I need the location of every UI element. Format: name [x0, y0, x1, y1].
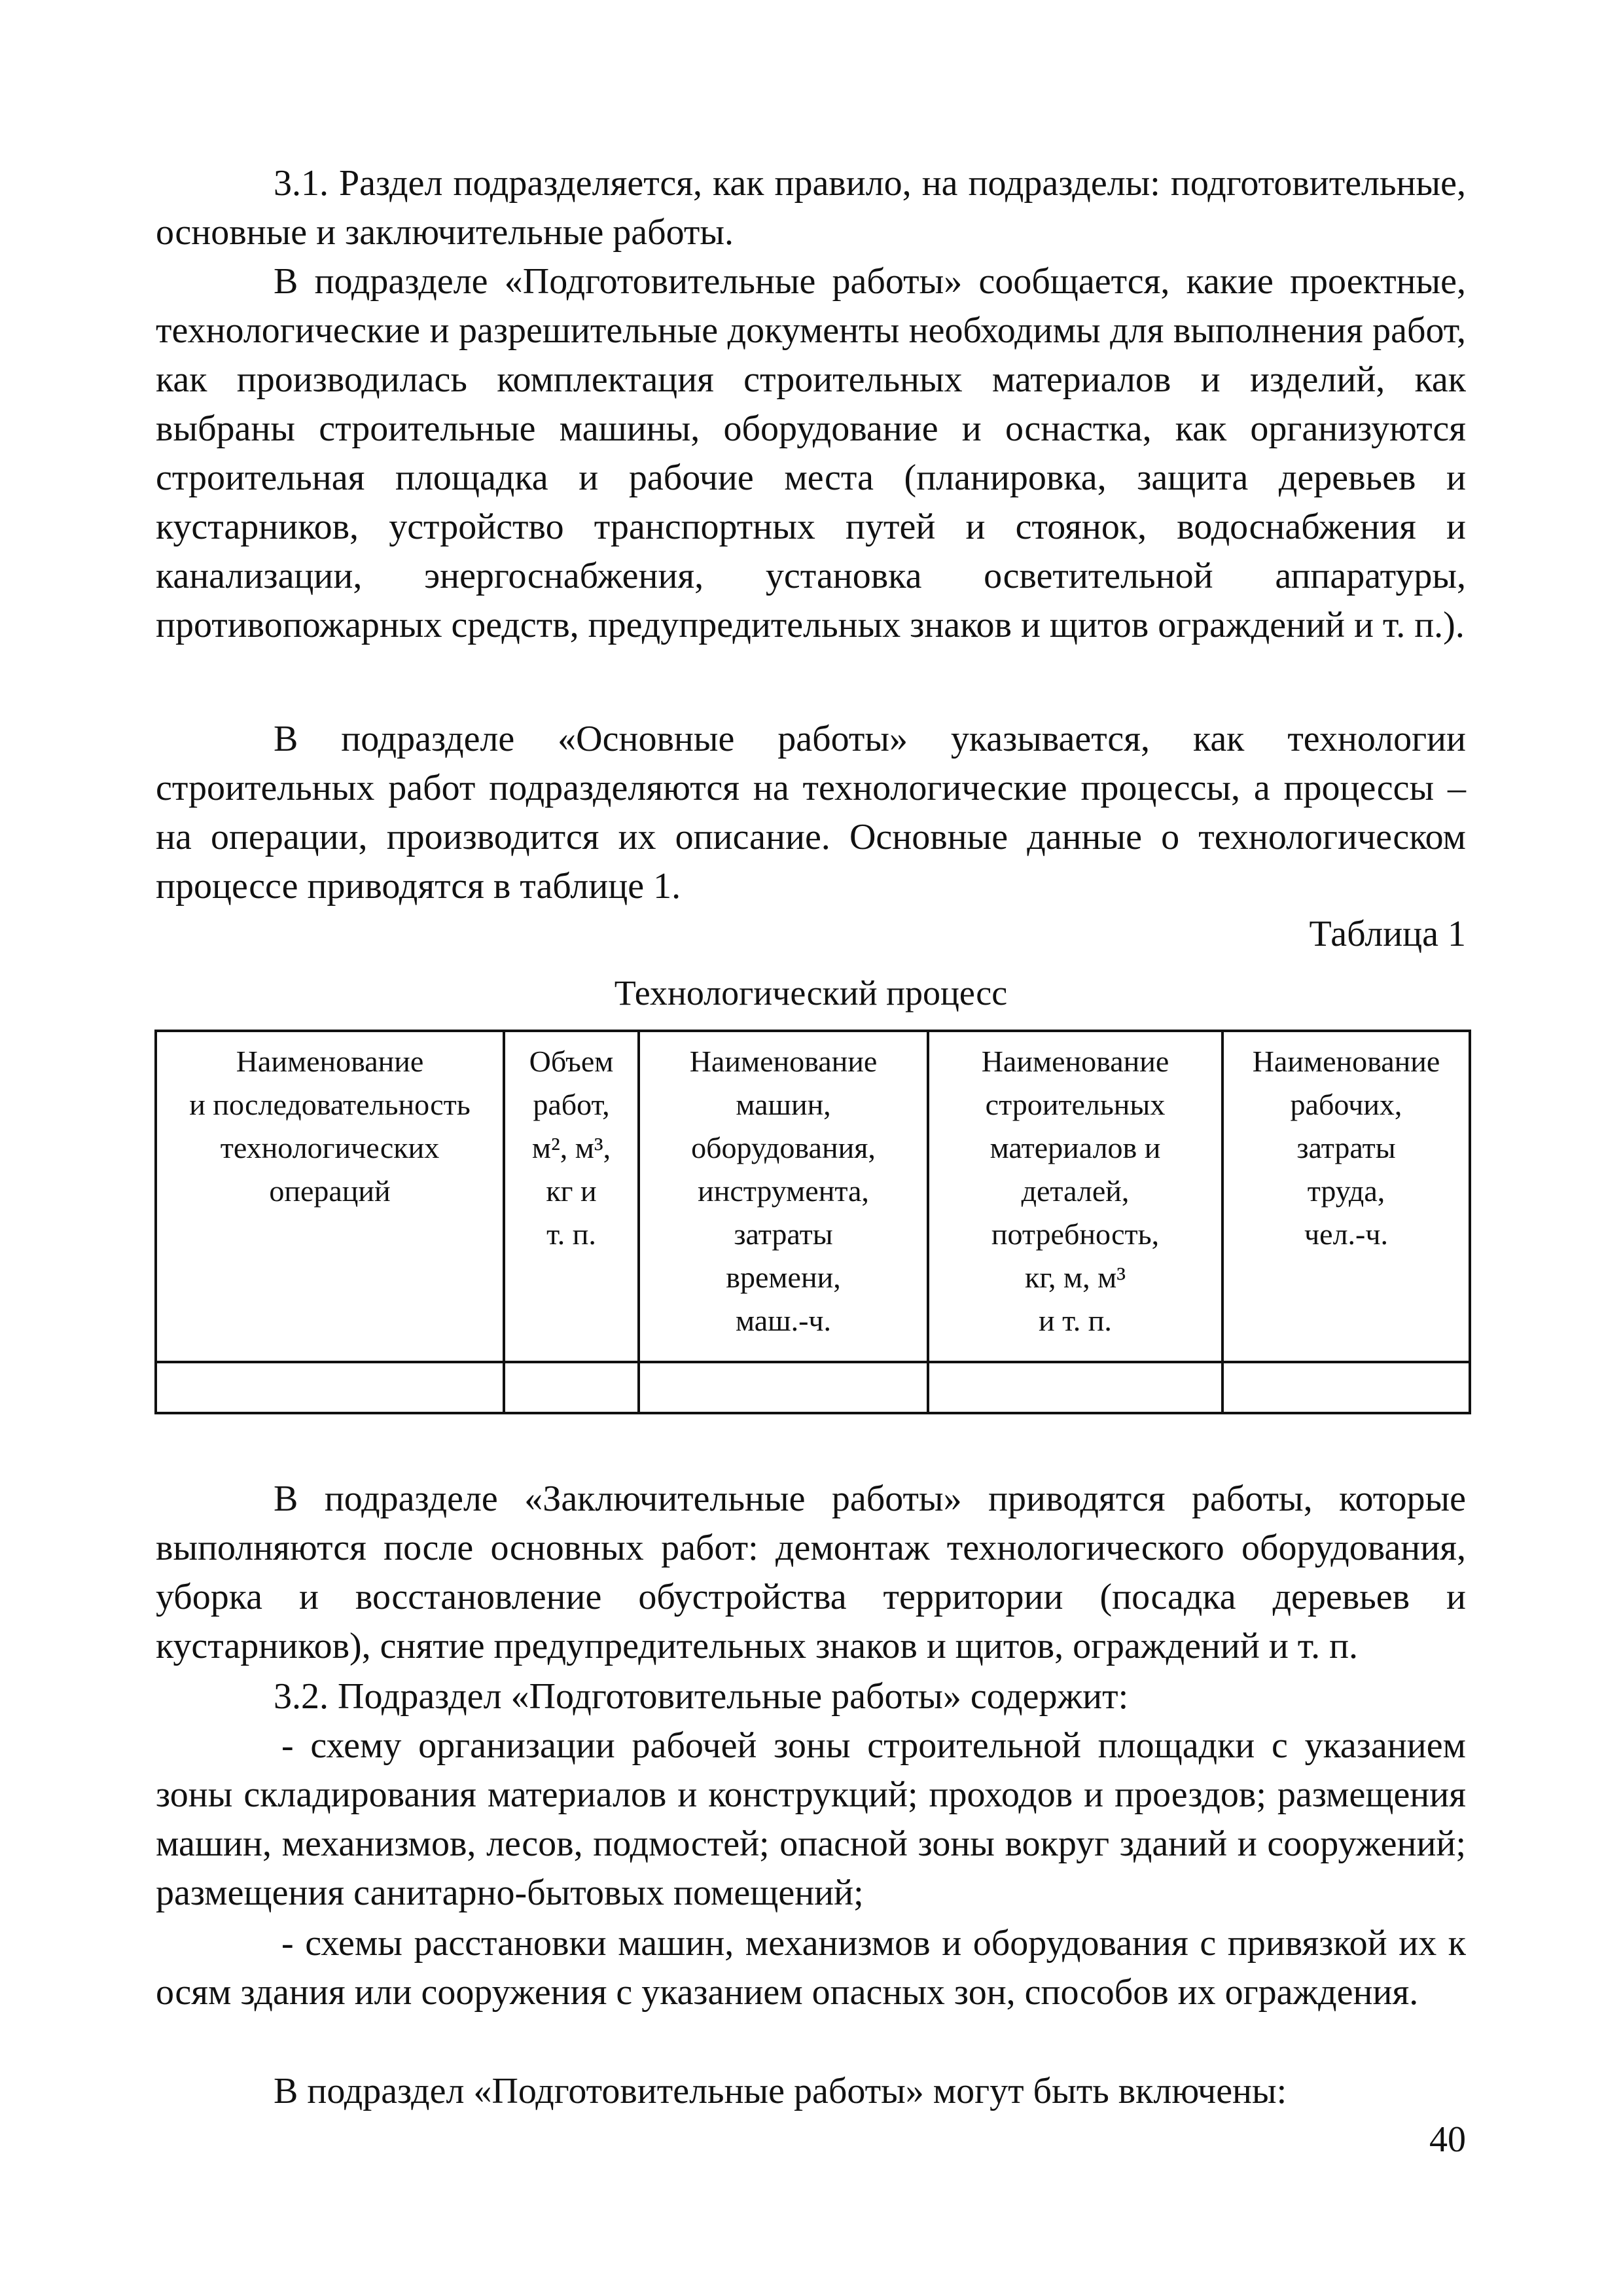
table-number-caption: Таблица 1	[1309, 914, 1466, 954]
table-header-cell: Объем работ, м², м³, кг и т. п.	[504, 1031, 639, 1362]
table-title: Технологический процесс	[614, 973, 1008, 1013]
table-header-cell: Наименование машин, оборудования, инструмента, затраты времени, маш.-ч.	[639, 1031, 928, 1362]
table-header-cell: Наименование строительных материалов и деталей, потребность, кг, м, м³ и т. п.	[928, 1031, 1222, 1362]
paragraph-preparatory-works: В подразделе «Подготовительные работы» сообщается, какие проектные, технологические и разрешительные документы необходимы для выполнения работ, как производилась комплектация строительных материалов и изделий, как выбраны строительные машины, оборудование и оснастка, как организуются строительная площадка и рабочие места (планировка, защита деревьев и кустарников, устройство транспортных путей и стоянок, водоснабжения и канализации, энергоснабжения, установка осветительной аппаратуры, противопожарных средств, предупредительных знаков и щитов ограждений и т. п.).	[156, 261, 1466, 645]
table-cell	[639, 1362, 928, 1413]
table-cell	[1222, 1362, 1470, 1413]
paragraph-3-1: 3.1. Раздел подразделяется, как правило, на подразделы: подготовительные, основные и заключительные работы.	[156, 163, 1466, 253]
table-header-cell: Наименование и последовательность технологических операций	[156, 1031, 504, 1362]
paragraph-3-2: 3.2. Подраздел «Подготовительные работы» содержит:	[274, 1676, 1129, 1717]
table-row	[156, 1362, 1470, 1413]
paragraph-may-include: В подраздел «Подготовительные работы» могут быть включены:	[274, 2071, 1287, 2111]
table-cell	[156, 1362, 504, 1413]
table-cell	[504, 1362, 639, 1413]
paragraph-final-works: В подразделе «Заключительные работы» приводятся работы, которые выполняются после основных работ: демонтаж технологического оборудования, уборка и восстановление обустройства территории (посадка деревьев и кустарников), снятие предупредительных знаков и щитов, ограждений и т. п.	[156, 1479, 1466, 1666]
technological-process-table	[154, 1030, 1471, 1414]
paragraph-main-works: В подразделе «Основные работы» указывается, как технологии строительных работ подразделяются на технологические процессы, а процессы – на операции, производится их описание. Основные данные о технологическом процессе приводятся в таблице 1.	[156, 719, 1466, 906]
table-cell	[928, 1362, 1222, 1413]
table-header-cell: Наименование рабочих, затраты труда, чел.-ч.	[1222, 1031, 1470, 1362]
table-header-row	[156, 1031, 1470, 1362]
list-item-work-zone-scheme: - схему организации рабочей зоны строительной площадки с указанием зоны складирования материалов и конструкций; проходов и проездов; размещения машин, механизмов, лесов, подмостей; опасной зоны вокруг зданий и сооружений; размещения санитарно-бытовых помещений;	[156, 1725, 1466, 1913]
page-number: 40	[1429, 2119, 1466, 2160]
list-item-machine-placement-scheme: - схемы расстановки машин, механизмов и оборудования с привязкой их к осям здания или сооружения с указанием опасных зон, способов их ограждения.	[156, 1923, 1466, 2013]
